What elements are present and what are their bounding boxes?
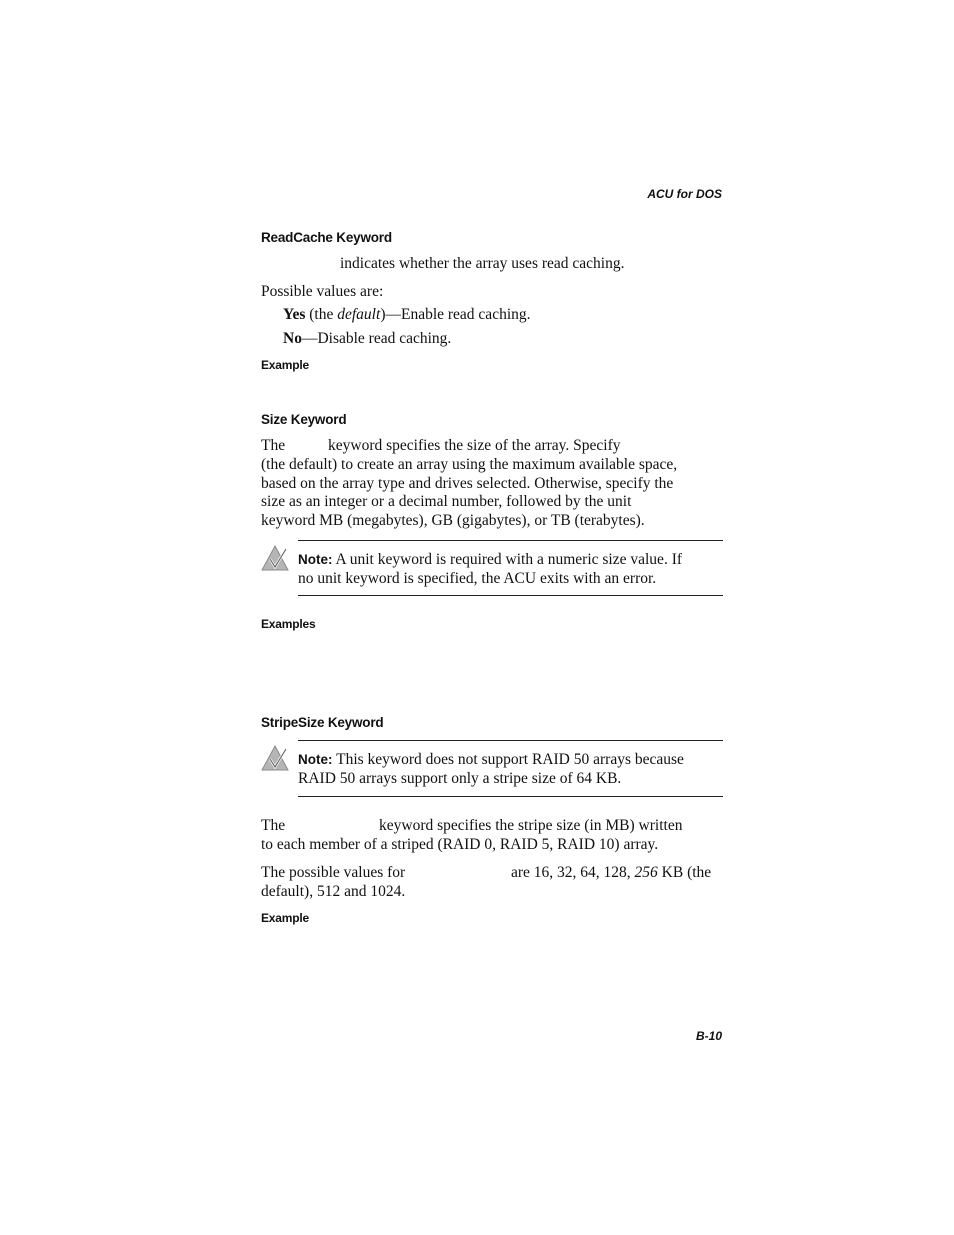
stripesize-example-heading: Example — [261, 911, 309, 925]
note-line2: no unit keyword is specified, the ACU exits with an error. — [298, 570, 657, 587]
note-line1: This keyword does not support RAID 50 arrays because — [332, 751, 684, 768]
yes-pre: (the — [305, 306, 338, 323]
yes-default: default — [337, 306, 381, 323]
size-line3: based on the array type and drives selected. Otherwise, specify the — [261, 475, 674, 492]
note-lead: Note: — [298, 552, 333, 567]
yes-label: Yes — [283, 306, 306, 323]
values-post: KB (the — [657, 864, 712, 881]
note-text — [298, 550, 723, 588]
note-checkmark-icon — [261, 543, 289, 571]
readcache-possible-values: Possible values are: — [261, 283, 384, 300]
readcache-example-heading: Example — [261, 358, 309, 372]
values-default: 256 — [634, 864, 658, 881]
size-examples-heading: Examples — [261, 617, 316, 631]
size-the: The — [261, 437, 286, 454]
readcache-yes-option — [283, 305, 531, 324]
size-heading: Size Keyword — [261, 412, 347, 427]
stripesize-values-line2: default), 512 and 1024. — [261, 883, 406, 900]
note-bottom-rule — [298, 595, 723, 596]
readcache-description: indicates whether the array uses read caching. — [340, 255, 625, 272]
note-checkmark-icon — [261, 743, 289, 771]
readcache-no-option — [283, 329, 451, 348]
stripesize-heading: StripeSize Keyword — [261, 715, 384, 730]
note-top-rule — [298, 540, 723, 541]
stripesize-the: The — [261, 817, 286, 834]
no-text: —Disable read caching. — [301, 330, 452, 347]
stripesize-values-pre: The possible values for — [261, 864, 406, 881]
size-line4: size as an integer or a decimal number, followed by the unit — [261, 493, 632, 510]
stripesize-values — [511, 863, 711, 882]
values-mid: are 16, 32, 64, 128, — [511, 864, 635, 881]
size-line2: (the default) to create an array using the maximum available space, — [261, 456, 678, 473]
yes-post: )—Enable read caching. — [380, 306, 531, 323]
note-text — [298, 750, 723, 788]
size-line1: keyword specifies the size of the array. Specify — [328, 437, 621, 454]
note-lead: Note: — [298, 752, 333, 767]
page-number: B-10 — [695, 1029, 722, 1043]
note-line2: RAID 50 arrays support only a stripe size of 64 KB. — [298, 770, 622, 787]
running-header: ACU for DOS — [647, 187, 722, 201]
size-line5: keyword MB (megabytes), GB (gigabytes), or TB (terabytes). — [261, 512, 645, 529]
readcache-heading: ReadCache Keyword — [261, 230, 392, 245]
stripesize-note — [261, 740, 723, 798]
stripesize-line2: to each member of a striped (RAID 0, RAID 5, RAID 10) array. — [261, 836, 659, 853]
note-top-rule — [298, 740, 723, 741]
stripesize-line1: keyword specifies the stripe size (in MB) written — [379, 817, 683, 834]
size-note — [261, 540, 723, 597]
no-label: No — [283, 330, 302, 347]
note-bottom-rule — [298, 796, 723, 797]
note-line1: A unit keyword is required with a numeric size value. If — [332, 551, 683, 568]
